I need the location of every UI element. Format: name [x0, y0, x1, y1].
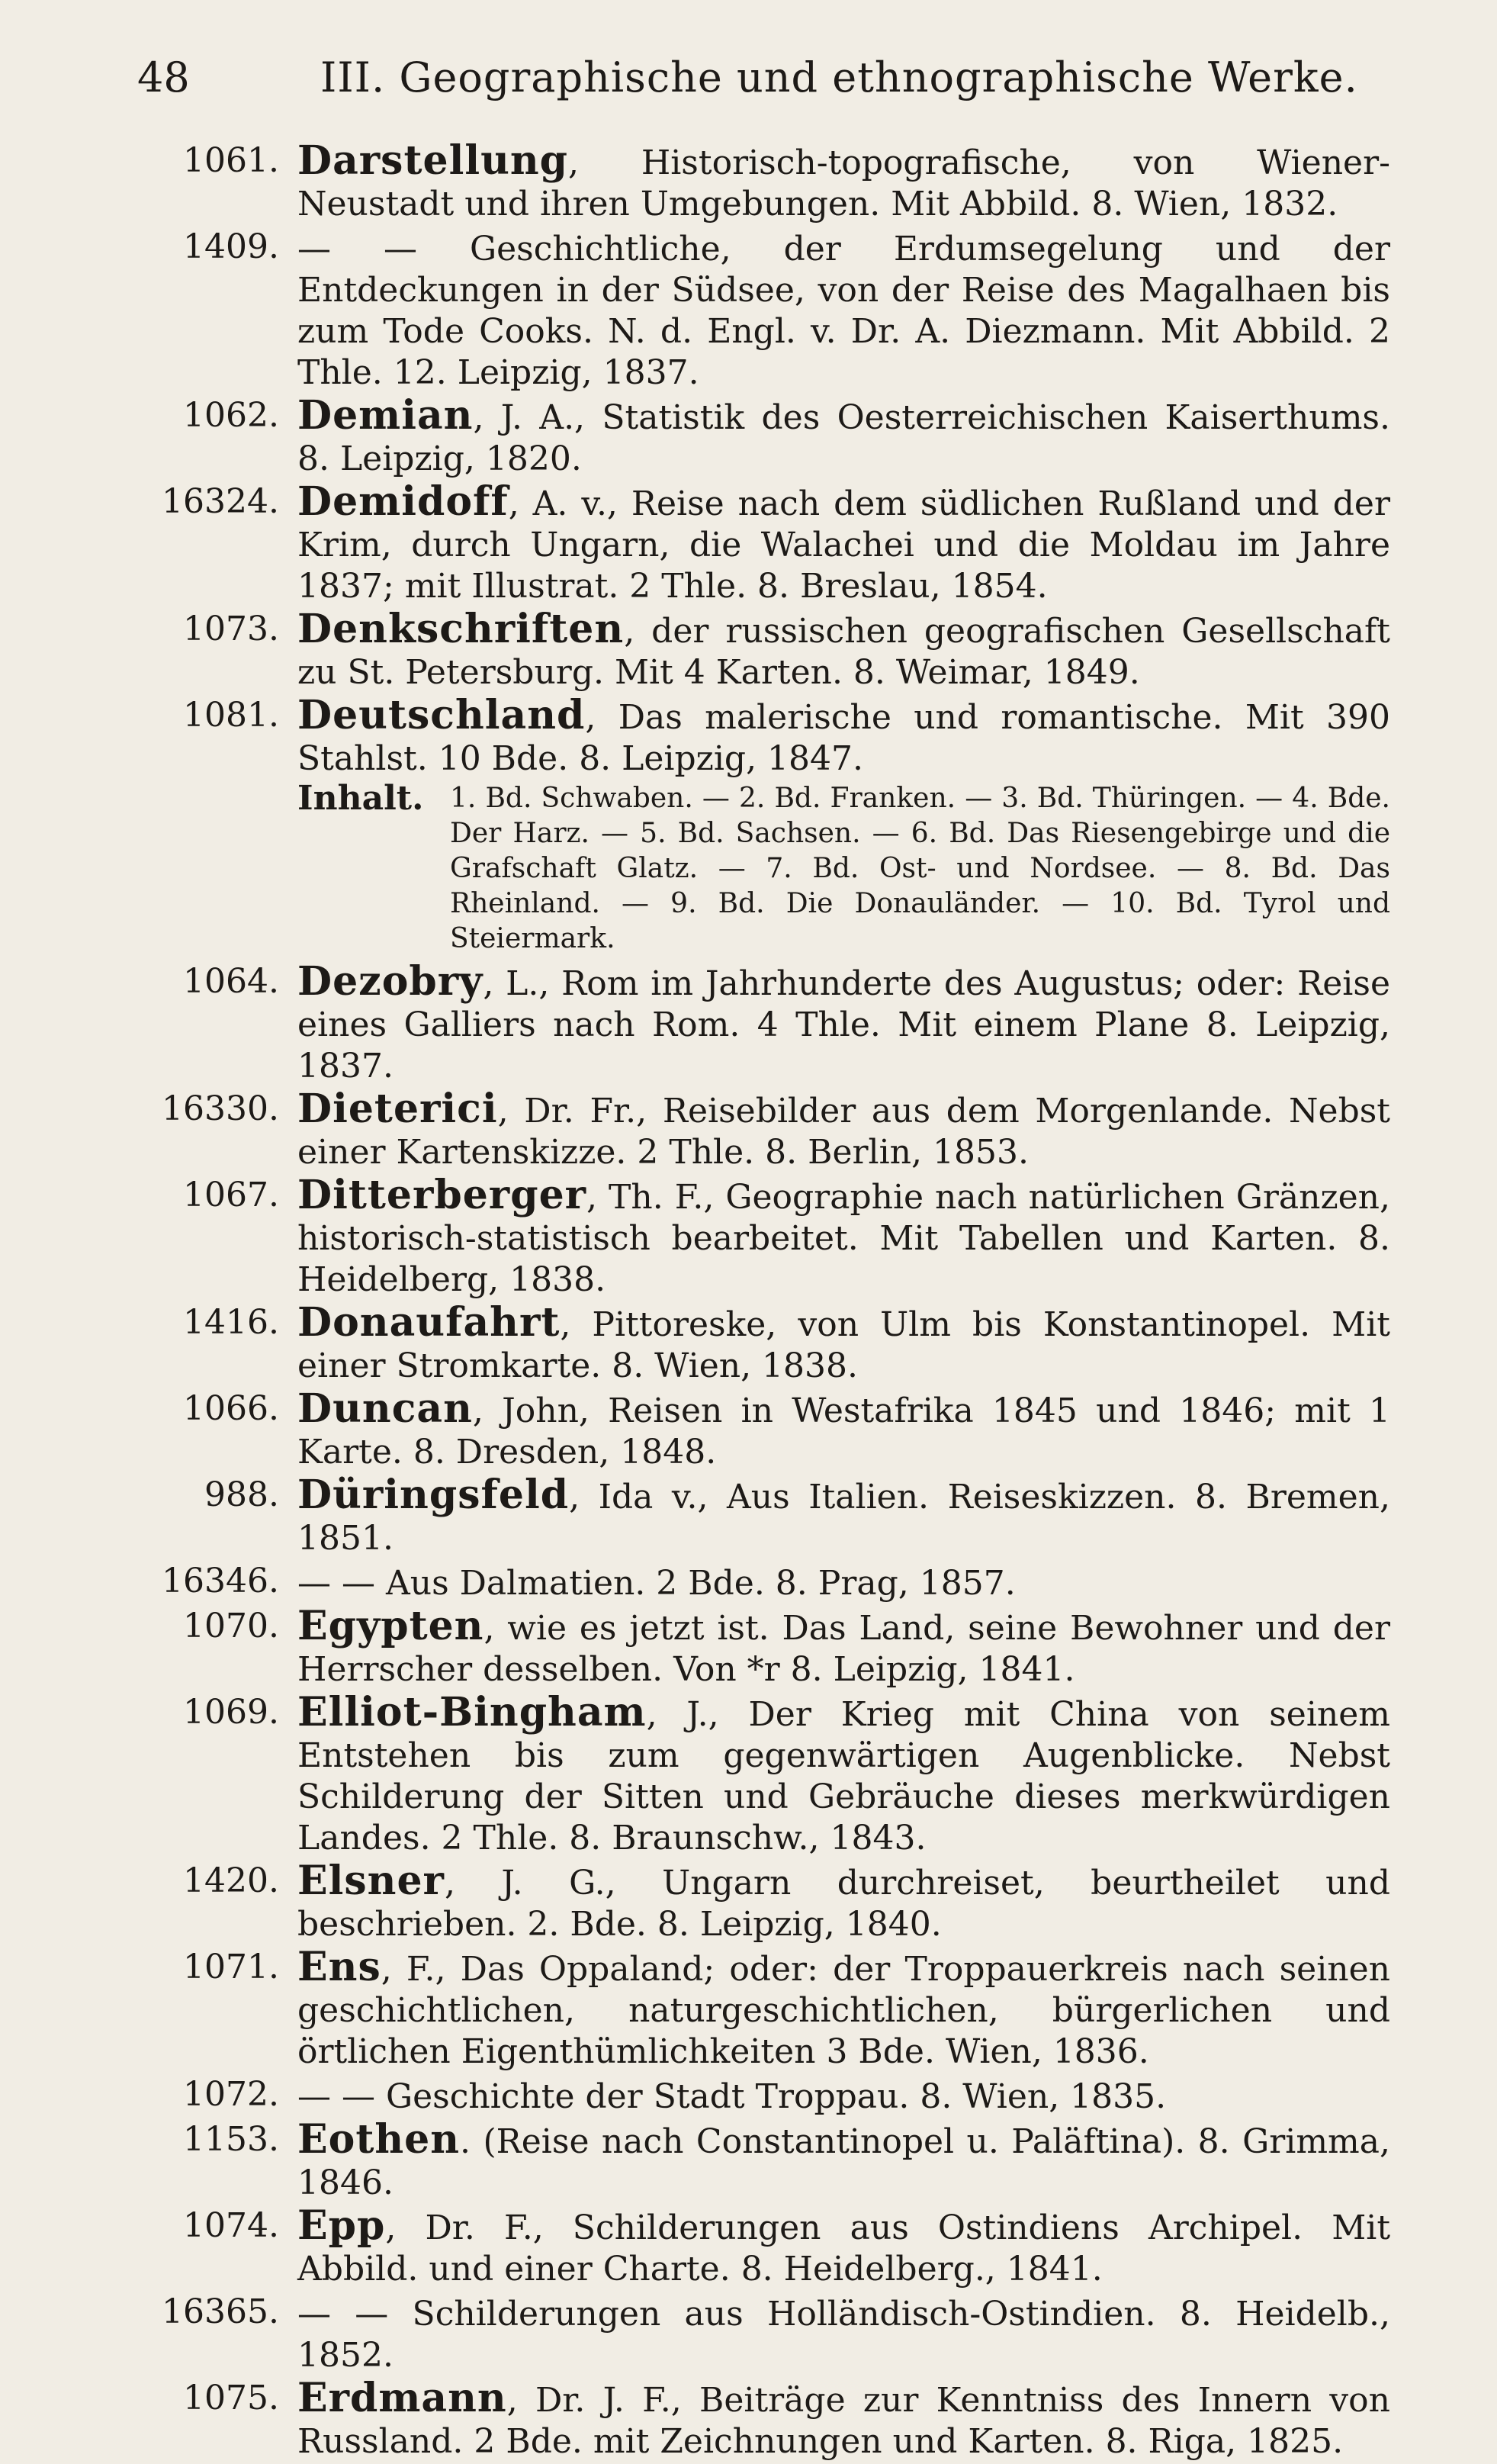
entry-text: , Dr. Fr., Reisebilder aus dem Morgenlande. Nebst einer Kartenskizze. 2 Thle. 8. Berlin, 1853.: [297, 1092, 1390, 1172]
entry-body: [297, 2375, 1390, 2464]
entry: [107, 2292, 1390, 2378]
entry-number: 1067.: [183, 1176, 279, 1214]
entry-text: , A. v., Reise nach dem südlichen Rußland und der Krim, durch Ungarn, die Walachei und die Moldau im Jahre 1837; mit Illustrat. 2 Thle. 8. Breslau, 1854.: [297, 484, 1390, 606]
entry-body: [297, 2074, 1390, 2119]
entry-body: [297, 1689, 1390, 1861]
entry: [107, 2116, 1390, 2205]
entry: [107, 1086, 1390, 1175]
entry-text: , F., Das Oppaland; oder: der Troppauerkreis nach seinen geschichtlichen, naturgeschichtlichen, bürgerlichen und örtlichen Eigenthümlichkeiten 3 Bde. Wien, 1836.: [297, 1950, 1390, 2071]
entry-body: [297, 2116, 1390, 2205]
entry-text: , Ida v., Aus Italien. Reiseskizzen. 8. Bremen, 1851.: [297, 1478, 1390, 1558]
entry-lemma: Düringsfeld: [297, 1472, 570, 1518]
entry-lemma: Deutschland: [297, 692, 586, 738]
entry: [107, 2074, 1390, 2119]
entry-text: — — Aus Dalmatien. 2 Bde. 8. Prag, 1857.: [297, 1564, 1016, 1603]
entry-number: 1062.: [183, 396, 279, 435]
entry-number: 16365.: [162, 2292, 279, 2331]
entry: [107, 2202, 1390, 2292]
entry-lemma: Demidoff: [297, 478, 509, 525]
entry: [107, 392, 1390, 481]
entry-number: 1070.: [183, 1607, 279, 1645]
entry-number: 1061.: [183, 141, 279, 180]
page-header: [107, 53, 1390, 122]
entry-number: 1072.: [183, 2075, 279, 2114]
entry-number: 1416.: [183, 1303, 279, 1342]
entry-number: 1064.: [183, 962, 279, 1001]
entry-body: [297, 2202, 1390, 2292]
entry-lemma: Elliot-Bingham: [297, 1689, 647, 1735]
entry-number: 16324.: [162, 482, 279, 521]
entry-number: 1409.: [183, 227, 279, 266]
entry: [107, 2375, 1390, 2464]
entry-text: , Dr. J. F., Beiträge zur Kenntniss des Innern von Russland. 2 Bde. mit Zeichnungen und Karten. 8. Riga, 1825.: [297, 2381, 1390, 2461]
entry-number: 1081.: [183, 696, 279, 735]
contents-text: 1. Bd. Schwaben. — 2. Bd. Franken. — 3. Bd. Thüringen. — 4. Bde. Der Harz. — 5. Bd. Sachsen. — 6. Bd. Das Riesengebirge und die Grafschaft Glatz. — 7. Bd. Ost- und Nordsee. — 8. Bd. Das Rheinland. — 9. Bd. Die Donauländer. — 10. Bd. Tyrol und Steiermark.: [450, 783, 1390, 954]
entry: [107, 692, 1390, 781]
entry-lemma: Dezobry: [297, 958, 483, 1005]
entry: [107, 1299, 1390, 1388]
entry-text: , J. G., Ungarn durchreiset, beurtheilet und beschrieben. 2. Bde. 8. Leipzig, 1840.: [297, 1864, 1390, 1944]
entry-lemma: Demian: [297, 392, 474, 439]
page-number: 48: [137, 53, 190, 101]
entry-body: [297, 137, 1390, 227]
entry-body: [297, 1172, 1390, 1302]
entry-text: , J. A., Statistik des Oesterreichischen Kaiserthums. 8. Leipzig, 1820.: [297, 398, 1390, 478]
entry: [107, 1561, 1390, 1606]
entry-text: , Th. F., Geographie nach natürlichen Gränzen, historisch-statistisch bearbeitet. Mit Tabellen und Karten. 8. Heidelberg, 1838.: [297, 1178, 1390, 1299]
entry-body: [297, 227, 1390, 395]
entry-text: — — Geschichte der Stadt Troppau. 8. Wien, 1835.: [297, 2077, 1167, 2116]
entry-body: [297, 1603, 1390, 1692]
entry: [107, 958, 1390, 1089]
entry-lemma: Dieterici: [297, 1086, 498, 1132]
entry-body: [297, 1385, 1390, 1475]
entry: [107, 606, 1390, 695]
entry-body: [297, 1299, 1390, 1388]
contents-note: [297, 781, 1390, 957]
entry-text: . (Reise nach Constantinopel u. Paläftina). 8. Grimma, 1846.: [297, 2122, 1390, 2202]
entry: [107, 1689, 1390, 1861]
entry-list: [107, 137, 1390, 781]
entry-number: 1075.: [183, 2379, 279, 2417]
entry-number: 1069.: [183, 1693, 279, 1732]
entry-text: , John, Reisen in Westafrika 1845 und 1846; mit 1 Karte. 8. Dresden, 1848.: [297, 1391, 1390, 1472]
entry-text: , Das malerische und romantische. Mit 390 Stahlst. 10 Bde. 8. Leipzig, 1847.: [297, 698, 1390, 778]
entry-list: [107, 958, 1390, 2464]
entry-number: 1074.: [183, 2206, 279, 2245]
entry-text: , Dr. F., Schilderungen aus Ostindiens Archipel. Mit Abbild. und einer Charte. 8. Heidelberg., 1841.: [297, 2208, 1390, 2289]
entry-number: 1073.: [183, 610, 279, 648]
entry-number: 1153.: [183, 2120, 279, 2159]
entry-body: [297, 1944, 1390, 2074]
entry-lemma: Elsner: [297, 1858, 445, 1904]
entry-body: [297, 2292, 1390, 2378]
entry-number: 1066.: [183, 1389, 279, 1428]
entry-text: , Pittoreske, von Ulm bis Konstantinopel. Mit einer Stromkarte. 8. Wien, 1838.: [297, 1305, 1390, 1385]
entry: [107, 227, 1390, 395]
entry-number: 1071.: [183, 1948, 279, 1986]
entry-body: [297, 1561, 1390, 1606]
entry-text: , Historisch-topografische, von Wiener-Neustadt und ihren Umgebungen. Mit Abbild. 8. Wien, 1832.: [297, 143, 1390, 224]
entry: [107, 1603, 1390, 1692]
entry-body: [297, 478, 1390, 609]
entry: [107, 1385, 1390, 1475]
entry-body: [297, 1472, 1390, 1561]
entry: [107, 137, 1390, 227]
running-title: III. Geographische und ethnographische Werke.: [320, 53, 1358, 101]
entry-lemma: Denkschriften: [297, 606, 625, 652]
entry-text: , der russischen geografischen Gesellschaft zu St. Petersburg. Mit 4 Karten. 8. Weimar, 1849.: [297, 612, 1390, 692]
entry: [107, 1944, 1390, 2074]
entry-lemma: Duncan: [297, 1385, 473, 1432]
entry-lemma: Eothen: [297, 2116, 461, 2163]
entry-lemma: Erdmann: [297, 2375, 507, 2421]
entry-lemma: Ens: [297, 1944, 381, 1990]
entry-text: , wie es jetzt ist. Das Land, seine Bewohner und der Herrscher desselben. Von *r 8. Leipzig, 1841.: [297, 1609, 1390, 1689]
entry: [107, 1472, 1390, 1561]
entry-body: [297, 1858, 1390, 1947]
entry-number: 16330.: [162, 1089, 279, 1128]
entry-number: 16346.: [162, 1562, 279, 1600]
entry-text: , L., Rom im Jahrhunderte des Augustus; oder: Reise eines Galliers nach Rom. 4 Thle. Mit einem Plane 8. Leipzig, 1837.: [297, 964, 1390, 1086]
entry-body: [297, 392, 1390, 481]
entry-number: 1420.: [183, 1861, 279, 1900]
entry: [107, 1858, 1390, 1947]
entry-lemma: Egypten: [297, 1603, 484, 1649]
entry: [107, 1172, 1390, 1302]
entry-number: 988.: [204, 1475, 279, 1514]
entry: [107, 478, 1390, 609]
entry-body: [297, 692, 1390, 781]
entry-body: [297, 1086, 1390, 1175]
entry-text: — — Geschichtliche, der Erdumsegelung und der Entdeckungen in der Südsee, von der Reise des Magalhaen bis zum Tode Cooks. N. d. Engl. v. Dr. A. Diezmann. Mit Abbild. 2 Thle. 12. Leipzig, 1837.: [297, 230, 1390, 392]
entry-lemma: Ditterberger: [297, 1172, 587, 1218]
entry-body: [297, 606, 1390, 695]
entry-lemma: Darstellung: [297, 137, 569, 184]
entry-text: , J., Der Krieg mit China von seinem Entstehen bis zum gegenwärtigen Augenblicke. Nebst Schilderung der Sitten und Gebräuche dieses merkwürdigen Landes. 2 Thle. 8. Braunschw., 1843.: [297, 1695, 1390, 1858]
entry-text: — — Schilderungen aus Holländisch-Ostindien. 8. Heidelb., 1852.: [297, 2295, 1390, 2375]
entry-lemma: Donaufahrt: [297, 1299, 561, 1346]
entry-lemma: Epp: [297, 2202, 386, 2249]
entry-body: [297, 958, 1390, 1089]
contents-label: Inhalt.: [297, 779, 424, 818]
